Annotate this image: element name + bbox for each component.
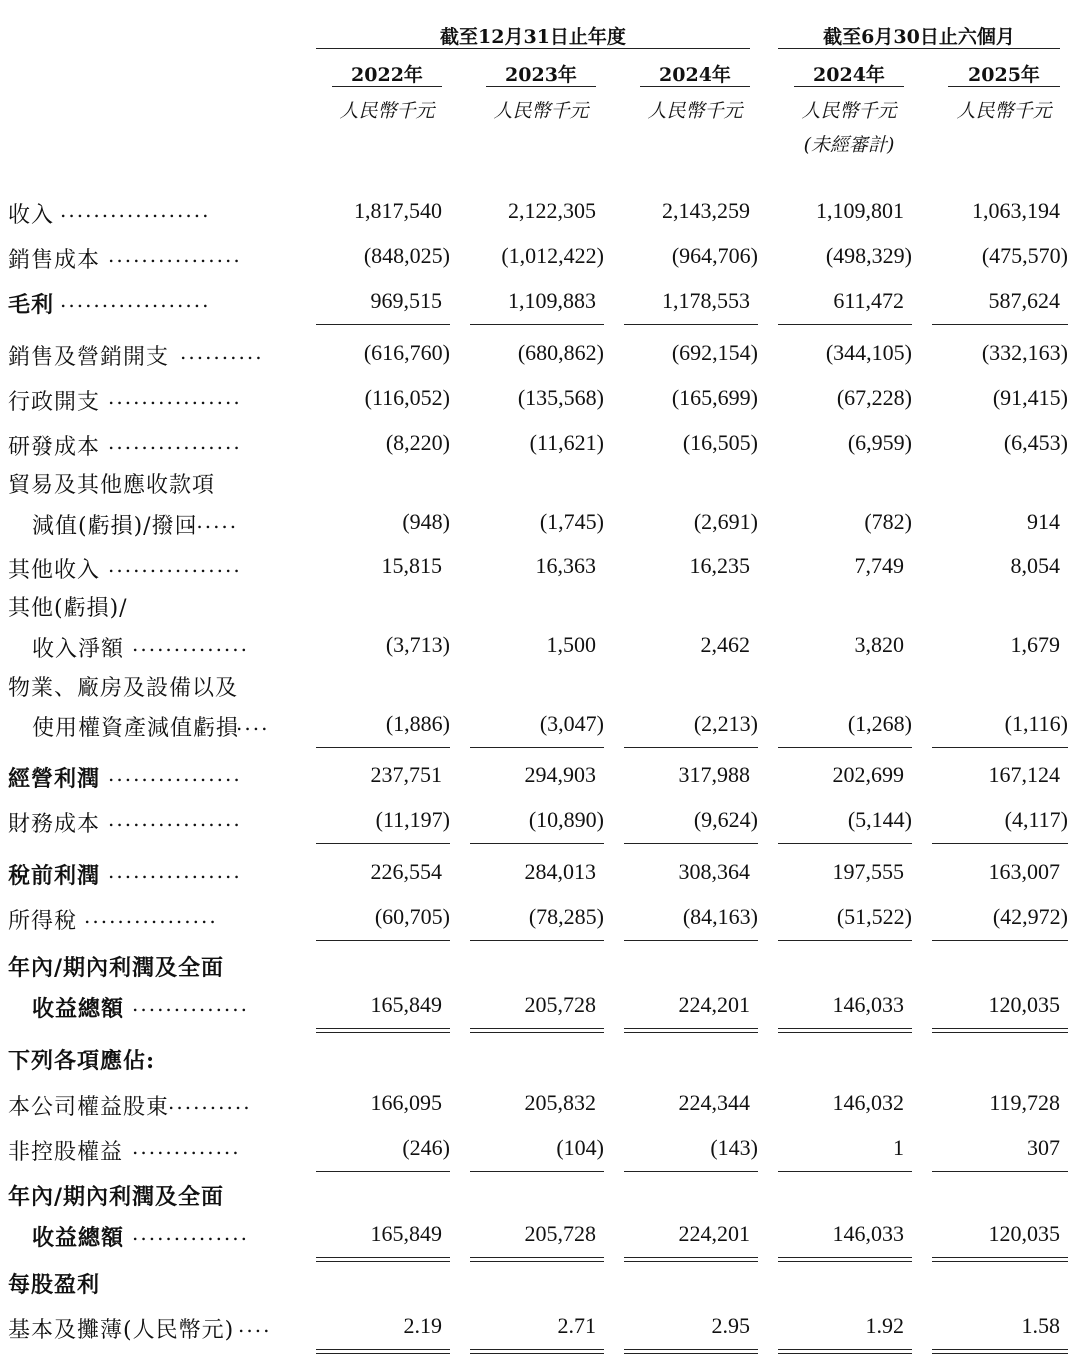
- table-cell: 1: [893, 1135, 904, 1160]
- row-label: 年內/期內利潤及全面: [8, 955, 225, 981]
- row-label: 所得稅: [8, 909, 78, 934]
- row-leader-dots: ....: [236, 711, 270, 735]
- double-underline: [470, 1257, 604, 1262]
- table-cell: 119,728: [989, 1090, 1060, 1115]
- column-unit-3: 人民幣千元: [647, 100, 743, 122]
- table-cell: (692,154): [671, 340, 758, 365]
- table-cell: (84,163): [682, 904, 758, 929]
- column-note-4: (未經審計): [803, 134, 895, 156]
- table-cell: 146,032: [832, 1090, 904, 1115]
- row-leader-dots: ..............: [132, 1221, 250, 1245]
- table-cell: 294,903: [524, 762, 596, 787]
- table-cell: 2.71: [557, 1313, 596, 1338]
- row-label: 行政開支: [8, 390, 101, 415]
- table-cell: (6,959): [847, 430, 912, 455]
- row-leader-dots: ................: [108, 762, 242, 786]
- column-year-3: 2024年: [659, 64, 731, 86]
- row-label: 物業、廠房及設備以及: [8, 676, 239, 701]
- double-underline: [624, 1257, 758, 1262]
- single-underline: [778, 843, 912, 844]
- single-underline: [778, 747, 912, 748]
- single-underline: [470, 940, 604, 941]
- table-cell: (2,691): [693, 509, 758, 534]
- row-leader-dots: ..................: [60, 288, 211, 312]
- row-leader-dots: ..........: [168, 1090, 252, 1114]
- table-cell: (60,705): [374, 904, 450, 929]
- row-label: 基本及攤薄(人民幣元): [8, 1318, 235, 1343]
- table-cell: (964,706): [671, 243, 758, 268]
- table-cell: (11,197): [375, 807, 450, 832]
- column-year-4: 2024年: [813, 64, 885, 86]
- table-row: [0, 951, 1080, 991]
- table-row: [0, 671, 1080, 711]
- table-row: [0, 1268, 1080, 1308]
- row-leader-dots: ................: [108, 243, 242, 267]
- single-underline: [470, 747, 604, 748]
- table-cell: 224,201: [678, 1221, 750, 1246]
- single-underline: [624, 324, 758, 325]
- table-row: [0, 1090, 1080, 1130]
- table-row: [0, 904, 1080, 944]
- double-underline: [624, 1028, 758, 1033]
- table-cell: (498,329): [825, 243, 912, 268]
- table-row: [0, 1313, 1080, 1353]
- column-unit-2: 人民幣千元: [493, 100, 589, 122]
- row-leader-dots: ................: [108, 859, 242, 883]
- column-rule-5: [948, 86, 1060, 87]
- table-row: [0, 288, 1080, 328]
- table-row: [0, 632, 1080, 672]
- table-cell: (246): [402, 1135, 450, 1160]
- single-underline: [624, 940, 758, 941]
- table-cell: 307: [1027, 1135, 1060, 1160]
- double-underline: [316, 1257, 450, 1262]
- row-leader-dots: ................: [84, 904, 218, 928]
- table-row: [0, 385, 1080, 425]
- table-row: [0, 1044, 1080, 1084]
- single-underline: [470, 843, 604, 844]
- table-cell: (344,105): [825, 340, 912, 365]
- table-cell: 146,033: [832, 992, 904, 1017]
- table-cell: 1,109,883: [508, 288, 596, 313]
- row-leader-dots: ..............: [132, 992, 250, 1016]
- table-cell: 914: [1027, 509, 1060, 534]
- table-cell: 1,817,540: [354, 198, 442, 223]
- table-cell: (10,890): [528, 807, 604, 832]
- table-row: [0, 243, 1080, 283]
- column-unit-5: 人民幣千元: [956, 100, 1052, 122]
- table-cell: (165,699): [671, 385, 758, 410]
- row-label: 經營利潤: [8, 766, 101, 792]
- row-label: 收益總額: [32, 1225, 125, 1251]
- single-underline: [778, 324, 912, 325]
- table-cell: 224,201: [678, 992, 750, 1017]
- table-cell: 237,751: [370, 762, 442, 787]
- table-cell: (11,621): [529, 430, 604, 455]
- table-cell: (1,268): [847, 711, 912, 736]
- column-rule-2: [486, 86, 596, 87]
- row-label: 財務成本: [8, 812, 101, 837]
- group-rule-interim: [778, 48, 1060, 49]
- table-cell: 120,035: [988, 992, 1060, 1017]
- table-cell: 205,832: [524, 1090, 596, 1115]
- column-year-1: 2022年: [351, 64, 423, 86]
- table-cell: 163,007: [988, 859, 1060, 884]
- table-row: [0, 992, 1080, 1032]
- table-cell: 2,143,259: [662, 198, 750, 223]
- table-row: [0, 711, 1080, 751]
- row-label: 收入: [8, 203, 55, 228]
- table-row: [0, 1180, 1080, 1220]
- single-underline: [932, 324, 1068, 325]
- double-underline: [778, 1349, 912, 1354]
- table-cell: 1,063,194: [972, 198, 1060, 223]
- row-label: 非控股權益: [8, 1140, 124, 1165]
- table-cell: 2.95: [711, 1313, 750, 1338]
- table-cell: 1,178,553: [662, 288, 750, 313]
- table-cell: (78,285): [528, 904, 604, 929]
- table-cell: (3,713): [385, 632, 450, 657]
- table-cell: (8,220): [385, 430, 450, 455]
- double-underline: [932, 1257, 1068, 1262]
- table-cell: (782): [864, 509, 912, 534]
- table-cell: 15,815: [381, 553, 442, 578]
- table-cell: 969,515: [370, 288, 442, 313]
- single-underline: [624, 1171, 758, 1172]
- double-underline: [932, 1349, 1068, 1354]
- table-cell: 146,033: [832, 1221, 904, 1246]
- table-cell: (116,052): [364, 385, 450, 410]
- table-cell: (680,862): [517, 340, 604, 365]
- table-cell: (475,570): [981, 243, 1068, 268]
- row-label: 收益總額: [32, 996, 125, 1022]
- table-cell: 611,472: [833, 288, 904, 313]
- table-cell: 202,699: [832, 762, 904, 787]
- table-cell: (332,163): [981, 340, 1068, 365]
- row-leader-dots: ................: [108, 807, 242, 831]
- single-underline: [778, 1171, 912, 1172]
- double-underline: [316, 1349, 450, 1354]
- single-underline: [932, 1171, 1068, 1172]
- table-cell: (91,415): [992, 385, 1068, 410]
- table-cell: (2,213): [693, 711, 758, 736]
- single-underline: [624, 747, 758, 748]
- single-underline: [932, 747, 1068, 748]
- table-cell: 1,109,801: [816, 198, 904, 223]
- table-cell: (1,012,422): [501, 243, 604, 268]
- table-cell: (848,025): [363, 243, 450, 268]
- table-cell: 2.19: [403, 1313, 442, 1338]
- table-row: [0, 591, 1080, 631]
- table-row: [0, 859, 1080, 899]
- table-cell: (42,972): [992, 904, 1068, 929]
- table-row: [0, 340, 1080, 380]
- table-cell: 284,013: [524, 859, 596, 884]
- table-cell: 205,728: [524, 992, 596, 1017]
- row-label: 每股盈利: [8, 1272, 101, 1298]
- single-underline: [316, 1171, 450, 1172]
- table-cell: 1.92: [865, 1313, 904, 1338]
- table-cell: (1,886): [385, 711, 450, 736]
- column-unit-1: 人民幣千元: [339, 100, 435, 122]
- table-cell: 7,749: [854, 553, 904, 578]
- table-cell: (16,505): [682, 430, 758, 455]
- table-cell: 205,728: [524, 1221, 596, 1246]
- row-label: 稅前利潤: [8, 863, 101, 889]
- table-cell: 1.58: [1021, 1313, 1060, 1338]
- row-leader-dots: ..............: [132, 632, 250, 656]
- table-cell: (1,745): [539, 509, 604, 534]
- table-cell: (51,522): [836, 904, 912, 929]
- row-leader-dots: ....: [238, 1313, 272, 1337]
- table-cell: (104): [556, 1135, 604, 1160]
- table-cell: (9,624): [693, 807, 758, 832]
- single-underline: [470, 1171, 604, 1172]
- row-label: 年內/期內利潤及全面: [8, 1184, 225, 1210]
- table-cell: 165,849: [370, 1221, 442, 1246]
- row-leader-dots: ................: [108, 553, 242, 577]
- table-cell: 16,235: [689, 553, 750, 578]
- table-row: [0, 807, 1080, 847]
- single-underline: [624, 843, 758, 844]
- double-underline: [932, 1028, 1068, 1033]
- table-cell: (143): [710, 1135, 758, 1160]
- table-cell: 167,124: [988, 762, 1060, 787]
- column-year-2: 2023年: [505, 64, 577, 86]
- column-rule-4: [794, 86, 904, 87]
- table-row: [0, 1135, 1080, 1175]
- row-label: 收入淨額: [32, 637, 125, 662]
- row-label: 毛利: [8, 292, 55, 318]
- table-row: [0, 468, 1080, 508]
- single-underline: [316, 940, 450, 941]
- single-underline: [316, 324, 450, 325]
- single-underline: [932, 940, 1068, 941]
- table-cell: 2,122,305: [508, 198, 596, 223]
- table-cell: 165,849: [370, 992, 442, 1017]
- single-underline: [316, 747, 450, 748]
- column-rule-3: [640, 86, 750, 87]
- table-row: [0, 430, 1080, 470]
- table-row: [0, 762, 1080, 802]
- row-leader-dots: ......: [188, 509, 239, 533]
- table-cell: (948): [402, 509, 450, 534]
- double-underline: [470, 1349, 604, 1354]
- single-underline: [316, 843, 450, 844]
- table-cell: (3,047): [539, 711, 604, 736]
- table-cell: (616,760): [363, 340, 450, 365]
- row-leader-dots: ................: [108, 430, 242, 454]
- table-cell: (67,228): [836, 385, 912, 410]
- table-row: [0, 198, 1080, 238]
- row-label: 下列各項應佔:: [8, 1048, 156, 1074]
- table-cell: 308,364: [678, 859, 750, 884]
- table-cell: (4,117): [1004, 807, 1068, 832]
- table-cell: 587,624: [988, 288, 1060, 313]
- group-header-interim: 截至6月30日止六個月: [823, 26, 1015, 48]
- row-label: 研發成本: [8, 435, 101, 460]
- table-cell: 1,679: [1010, 632, 1060, 657]
- table-cell: (1,116): [1004, 711, 1068, 736]
- row-leader-dots: .............: [132, 1135, 241, 1159]
- row-label: 銷售成本: [8, 248, 101, 273]
- group-rule-annual: [316, 48, 750, 49]
- double-underline: [470, 1028, 604, 1033]
- double-underline: [778, 1028, 912, 1033]
- table-cell: 8,054: [1010, 553, 1060, 578]
- table-cell: 317,988: [678, 762, 750, 787]
- table-cell: (5,144): [847, 807, 912, 832]
- table-cell: (6,453): [1003, 430, 1068, 455]
- row-label: 使用權資產減值虧損: [32, 716, 240, 741]
- table-cell: 16,363: [535, 553, 596, 578]
- table-cell: 3,820: [854, 632, 904, 657]
- table-cell: 197,555: [832, 859, 904, 884]
- table-row: [0, 1221, 1080, 1261]
- row-leader-dots: ..................: [60, 198, 211, 222]
- row-leader-dots: ................: [108, 385, 242, 409]
- column-rule-1: [332, 86, 442, 87]
- table-row: [0, 553, 1080, 593]
- table-cell: 2,462: [700, 632, 750, 657]
- row-leader-dots: ..........: [180, 340, 264, 364]
- row-label: 銷售及營銷開支: [8, 345, 170, 370]
- table-cell: 224,344: [678, 1090, 750, 1115]
- row-label: 其他(虧損)/: [8, 596, 128, 621]
- row-label: 本公司權益股東: [8, 1095, 170, 1120]
- table-cell: 1,500: [546, 632, 596, 657]
- single-underline: [932, 843, 1068, 844]
- group-header-annual: 截至12月31日止年度: [440, 26, 626, 48]
- row-label: 其他收入: [8, 558, 101, 583]
- table-cell: 120,035: [988, 1221, 1060, 1246]
- table-cell: (135,568): [517, 385, 604, 410]
- row-label: 減值(虧損)/撥回: [32, 514, 198, 539]
- double-underline: [778, 1257, 912, 1262]
- column-year-5: 2025年: [968, 64, 1040, 86]
- single-underline: [778, 940, 912, 941]
- double-underline: [316, 1028, 450, 1033]
- column-unit-4: 人民幣千元: [801, 100, 897, 122]
- row-label: 貿易及其他應收款項: [8, 473, 216, 498]
- single-underline: [470, 324, 604, 325]
- table-cell: 226,554: [370, 859, 442, 884]
- double-underline: [624, 1349, 758, 1354]
- table-cell: 166,095: [370, 1090, 442, 1115]
- table-row: [0, 509, 1080, 549]
